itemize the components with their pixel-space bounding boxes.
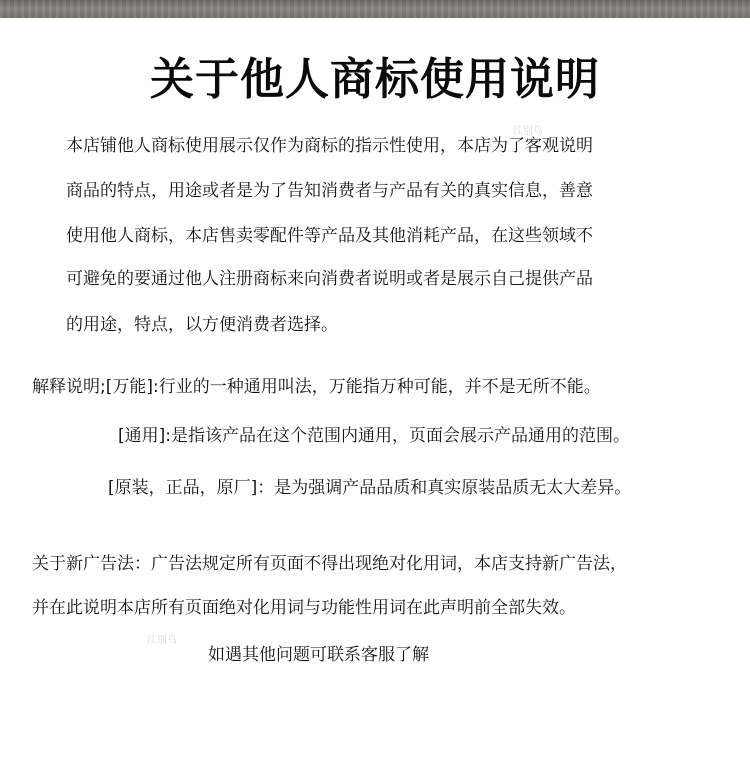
explanation-universal: 解释说明;[万能]:行业的一种通用叫法，万能指万种可能，并不是无所不能。: [32, 377, 601, 397]
paragraph-line-2: 商品的特点，用途或者是为了告知消费者与产品有关的真实信息，善意: [66, 181, 593, 201]
paragraph-line-3: 使用他人商标，本店售卖零配件等产品及其他消耗产品，在这些领域不: [66, 226, 593, 246]
document-title: 关于他人商标使用说明: [150, 54, 600, 105]
explanation-original: [原装，正品，原厂]：是为强调产品品质和真实原装品质无太大差异。: [108, 478, 632, 498]
ad-law-line-1: 关于新广告法：广告法规定所有页面不得出现绝对化用词，本店支持新广告法，: [32, 554, 627, 574]
paragraph-line-5: 的用途，特点，以方便消费者选择。: [66, 315, 338, 335]
paragraph-line-1: 本店铺他人商标使用展示仅作为商标的指示性使用，本店为了客观说明: [66, 136, 593, 156]
paragraph-line-4: 可避免的要通过他人注册商标来向消费者说明或者是展示自己提供产品: [66, 269, 593, 289]
ad-law-line-2: 并在此说明本店所有页面绝对化用词与功能性用词在此声明前全部失效。: [32, 598, 576, 618]
watermark-text: 江别鸟: [147, 635, 177, 646]
top-texture-band: [0, 0, 750, 18]
contact-note: 如遇其他问题可联系客服了解: [208, 645, 429, 665]
explanation-general: [通用]:是指该产品在这个范围内通用，页面会展示产品通用的范围。: [118, 426, 630, 446]
watermark-text: 江别鸟: [513, 126, 543, 137]
